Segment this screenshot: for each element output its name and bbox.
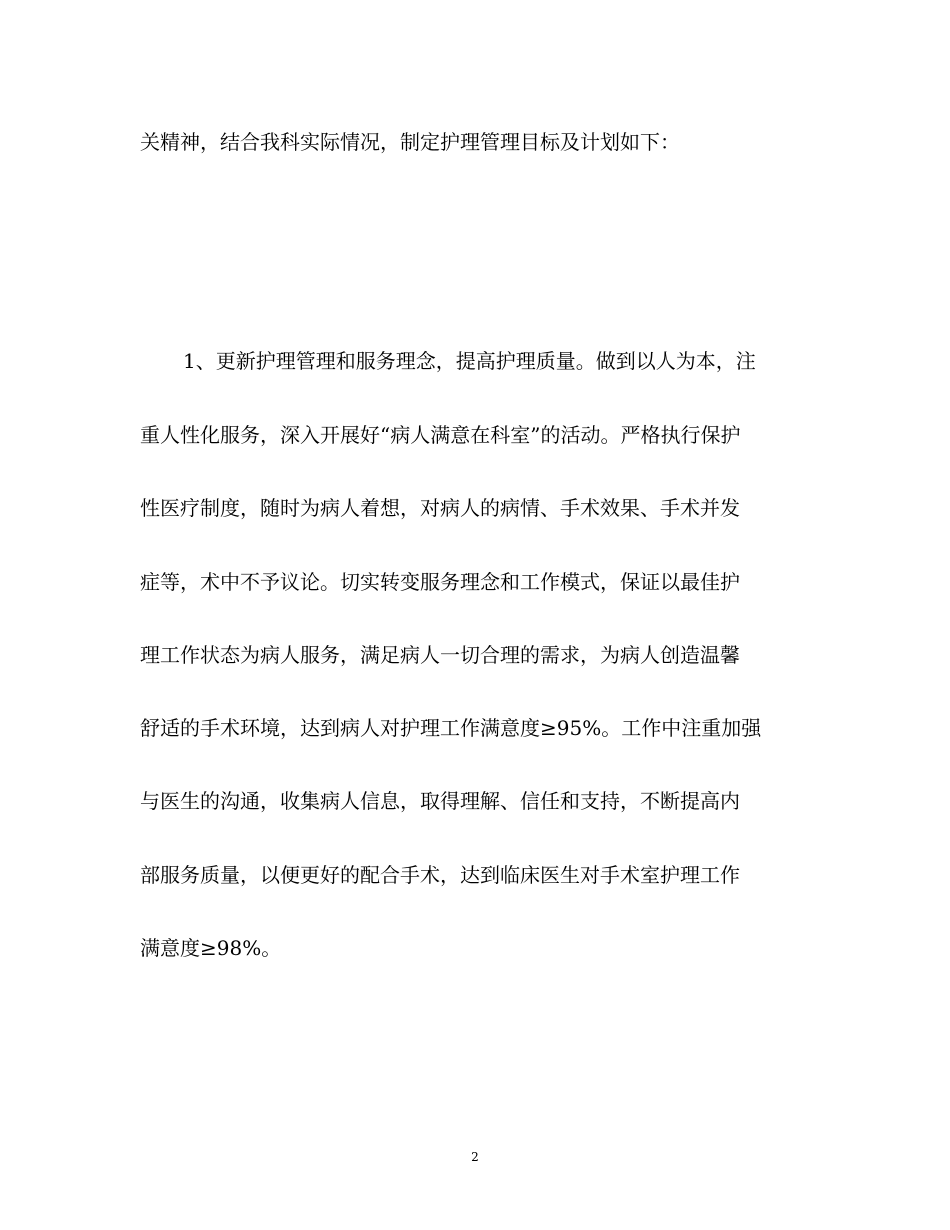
paragraph-line: 1、更新护理管理和服务理念，提高护理质量。做到以人为本，注 [183,349,756,373]
paragraph-line: 部服务质量，以便更好的配合手术，达到临床医生对手术室护理工作 [140,863,740,887]
paragraph-line: 性医疗制度，随时为病人着想，对病人的病情、手术效果、手术并发 [140,496,740,520]
paragraph-line: 满意度≥98%。 [140,936,282,960]
paragraph-line: 理工作状态为病人服务，满足病人一切合理的需求，为病人创造温馨 [140,643,740,667]
paragraph-line: 与医生的沟通，收集病人信息，取得理解、信任和支持，不断提高内 [140,789,740,813]
paragraph-line: 症等，术中不予议论。切实转变服务理念和工作模式，保证以最佳护 [140,570,740,594]
paragraph-line: 重人性化服务，深入开展好“病人满意在科室”的活动。严格执行保护 [140,423,741,447]
paragraph-line: 关精神，结合我科实际情况，制定护理管理目标及计划如下： [140,130,680,154]
paragraph-line: 舒适的手术环境，达到病人对护理工作满意度≥95%。工作中注重加强 [140,716,762,740]
page-number: 2 [471,1150,479,1164]
